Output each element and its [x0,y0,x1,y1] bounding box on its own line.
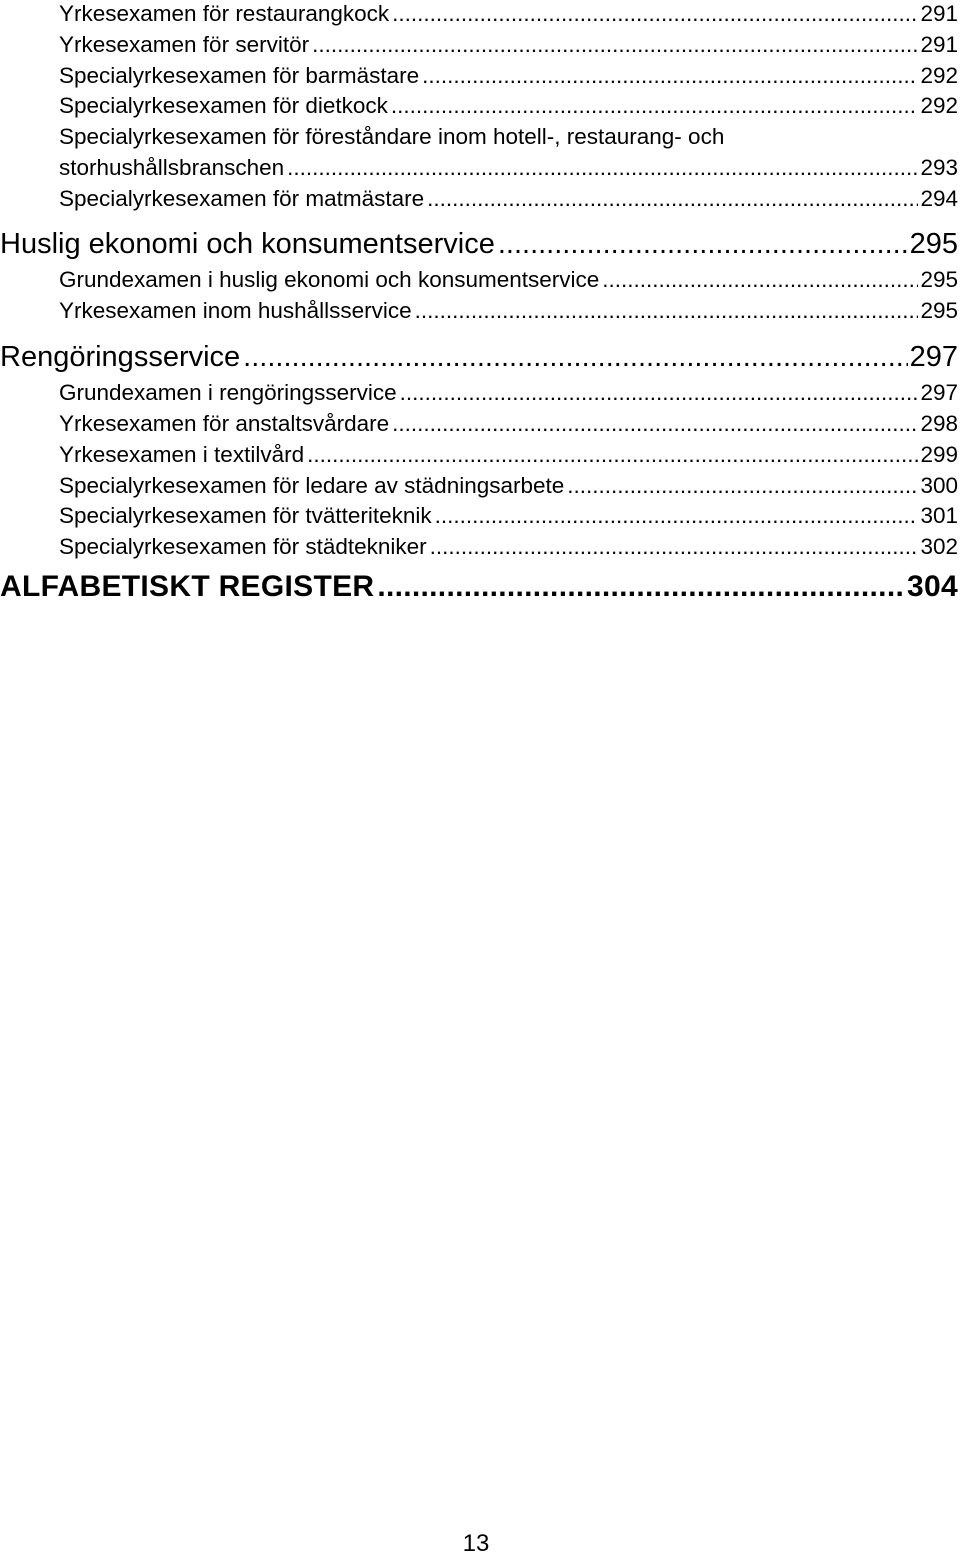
toc-entry-title: Specialyrkesexamen för matmästare [59,186,425,211]
toc-entry-title: Specialyrkesexamen för dietkock [59,93,388,118]
toc-entry-page: 295 [920,267,958,292]
toc-entry-page: 301 [920,503,958,528]
toc-entry-page: 297 [909,341,958,373]
toc-entry-page: 292 [920,93,958,118]
dot-leader [377,568,905,606]
toc-entry-title: Yrkesexamen i textilvård [59,442,305,467]
toc-section-heading[interactable] [0,338,958,376]
toc-entry[interactable] [59,408,958,439]
dot-leader [427,183,918,214]
dot-leader [287,152,918,183]
toc-entry[interactable] [59,439,958,470]
dot-leader [415,295,919,326]
dot-leader [435,500,919,531]
toc-entry-page: 299 [920,442,958,467]
toc-entry-page: 293 [920,155,958,180]
dot-leader [430,531,919,562]
toc-entry[interactable] [59,377,958,408]
toc-entry[interactable] [59,295,958,326]
toc-entry[interactable] [59,60,958,91]
dot-leader [307,439,918,470]
dot-leader [498,225,908,263]
toc-entry-page: 302 [920,534,958,559]
toc-entry-title: Grundexamen i huslig ekonomi och konsumentservice [59,267,600,292]
toc-entry[interactable] [59,531,958,562]
toc-entry-page: 295 [920,298,958,323]
dot-leader [391,90,919,121]
toc-chapter-heading[interactable] [0,568,958,606]
toc-entry-title: Yrkesexamen för servitör [59,32,310,57]
toc-entry-title: Grundexamen i rengöringsservice [59,380,397,405]
toc-entry[interactable] [59,470,958,501]
toc-entry-title-line1[interactable]: Specialyrkesexamen för föreståndare inom hotell-, restaurang- och [59,124,725,149]
toc-entry[interactable] [59,264,958,295]
toc-entry-page: 291 [920,32,958,57]
toc-entry-title: Huslig ekonomi och konsumentservice [0,228,495,260]
toc-entry[interactable] [59,0,958,29]
dot-leader [602,264,918,295]
dot-leader [400,377,919,408]
toc-entry-title: Specialyrkesexamen för tvätteriteknik [59,503,432,528]
toc-entry-title: Specialyrkesexamen för ledare av städningsarbete [59,473,565,498]
toc-section-heading[interactable] [0,225,958,263]
dot-leader [312,29,918,60]
toc-entry-page: 294 [920,186,958,211]
toc-entry-page: 292 [920,63,958,88]
toc-entry[interactable] [59,152,958,183]
toc-entry-title: storhushållsbranschen [59,155,285,180]
toc-entry-title: Yrkesexamen inom hushållsservice [59,298,412,323]
toc-entry-page: 298 [920,411,958,436]
toc-entry-title: Yrkesexamen för anstaltsvårdare [59,411,390,436]
toc-entry-page: 291 [920,1,958,26]
dot-leader [422,60,918,91]
toc-entry-page: 297 [920,380,958,405]
dot-leader [567,470,918,501]
page-number: 13 [462,1530,490,1557]
toc-entry[interactable] [59,90,958,121]
toc-entry-title: Rengöringsservice [0,341,241,373]
toc-entry-title: ALFABETISKT REGISTER [0,570,375,603]
toc-entry[interactable] [59,183,958,214]
toc-entry-page: 295 [909,228,958,260]
toc-entry-title: Yrkesexamen för restaurangkock [59,1,390,26]
toc-entry[interactable] [59,500,958,531]
toc-entry-page: 304 [907,570,958,603]
toc-entry-title: Specialyrkesexamen för städtekniker [59,534,427,559]
dot-leader [392,408,918,439]
toc-entry-page: 300 [920,473,958,498]
toc-entry-title: Specialyrkesexamen för barmästare [59,63,420,88]
toc-entry[interactable] [59,29,958,60]
dot-leader [243,338,907,376]
dot-leader [392,0,918,29]
